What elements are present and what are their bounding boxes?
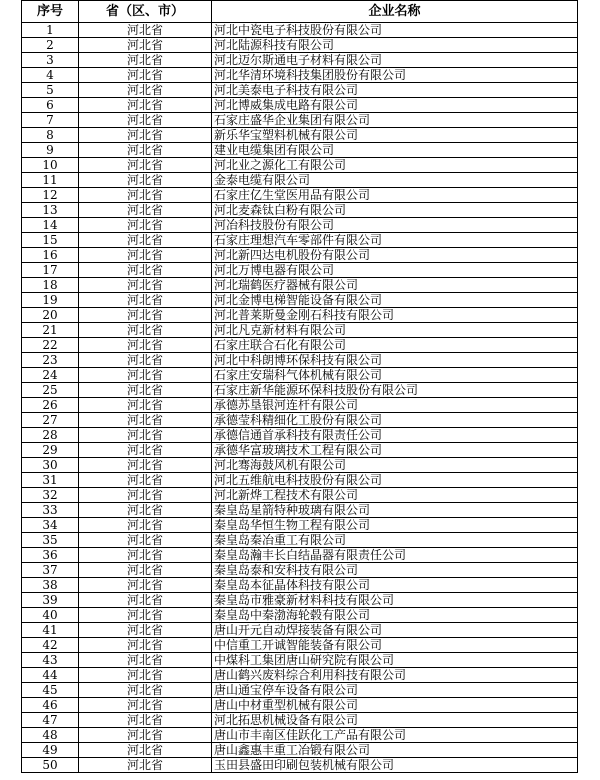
serial-cell: 35	[22, 533, 79, 548]
table-row	[22, 293, 578, 308]
document-sheet	[21, 0, 577, 773]
table-row	[22, 188, 578, 203]
table-row	[22, 698, 578, 713]
province-cell: 河北省	[79, 113, 212, 128]
serial-cell: 37	[22, 563, 79, 578]
company-name-cell: 河北麦森钛白粉有限公司	[212, 203, 578, 218]
serial-cell: 28	[22, 428, 79, 443]
province-cell: 河北省	[79, 218, 212, 233]
province-cell: 河北省	[79, 413, 212, 428]
table-row	[22, 713, 578, 728]
table-row	[22, 233, 578, 248]
serial-cell: 16	[22, 248, 79, 263]
serial-cell: 41	[22, 623, 79, 638]
province-cell: 河北省	[79, 338, 212, 353]
table-body	[22, 23, 578, 773]
table-row	[22, 743, 578, 758]
serial-cell: 4	[22, 68, 79, 83]
header-serial: 序号	[22, 1, 79, 23]
province-cell: 河北省	[79, 248, 212, 263]
province-cell: 河北省	[79, 83, 212, 98]
serial-cell: 40	[22, 608, 79, 623]
company-name-cell: 唐山鹤兴废料综合利用科技有限公司	[212, 668, 578, 683]
serial-cell: 34	[22, 518, 79, 533]
serial-cell: 3	[22, 53, 79, 68]
province-cell: 河北省	[79, 143, 212, 158]
serial-cell: 30	[22, 458, 79, 473]
header-row	[22, 1, 578, 23]
province-cell: 河北省	[79, 488, 212, 503]
company-name-cell: 河北迈尔斯通电子材料有限公司	[212, 53, 578, 68]
company-name-cell: 唐山市丰南区佳跃化工产品有限公司	[212, 728, 578, 743]
serial-cell: 44	[22, 668, 79, 683]
table-row	[22, 203, 578, 218]
company-name-cell: 唐山开元自动焊接装备有限公司	[212, 623, 578, 638]
table-row	[22, 113, 578, 128]
company-name-cell: 石家庄联合石化有限公司	[212, 338, 578, 353]
province-cell: 河北省	[79, 503, 212, 518]
table-row	[22, 668, 578, 683]
table-row	[22, 548, 578, 563]
province-cell: 河北省	[79, 683, 212, 698]
company-name-cell: 新乐华宝塑料机械有限公司	[212, 128, 578, 143]
serial-cell: 13	[22, 203, 79, 218]
serial-cell: 50	[22, 758, 79, 773]
table-row	[22, 218, 578, 233]
serial-cell: 5	[22, 83, 79, 98]
company-name-cell: 河北陆源科技有限公司	[212, 38, 578, 53]
province-cell: 河北省	[79, 563, 212, 578]
table-row	[22, 563, 578, 578]
company-name-cell: 中信重工开诚智能装备有限公司	[212, 638, 578, 653]
company-name-cell: 河北拓思机械设备有限公司	[212, 713, 578, 728]
company-name-cell: 河北中科朗博环保科技有限公司	[212, 353, 578, 368]
table-row	[22, 263, 578, 278]
company-name-cell: 河北美泰电子科技有限公司	[212, 83, 578, 98]
province-cell: 河北省	[79, 263, 212, 278]
table-row	[22, 308, 578, 323]
province-cell: 河北省	[79, 398, 212, 413]
table-row	[22, 53, 578, 68]
serial-cell: 25	[22, 383, 79, 398]
serial-cell: 39	[22, 593, 79, 608]
province-cell: 河北省	[79, 428, 212, 443]
table-row	[22, 758, 578, 773]
table-row	[22, 128, 578, 143]
province-cell: 河北省	[79, 158, 212, 173]
serial-cell: 38	[22, 578, 79, 593]
province-cell: 河北省	[79, 188, 212, 203]
company-name-cell: 河北中瓷电子科技股份有限公司	[212, 23, 578, 38]
table-row	[22, 368, 578, 383]
company-name-cell: 石家庄盛华企业集团有限公司	[212, 113, 578, 128]
table-row	[22, 473, 578, 488]
serial-cell: 43	[22, 653, 79, 668]
table-row	[22, 503, 578, 518]
table-row	[22, 593, 578, 608]
table-row	[22, 638, 578, 653]
company-name-cell: 河北业之源化工有限公司	[212, 158, 578, 173]
company-name-cell: 河北万博电器有限公司	[212, 263, 578, 278]
province-cell: 河北省	[79, 368, 212, 383]
province-cell: 河北省	[79, 698, 212, 713]
table-row	[22, 518, 578, 533]
company-name-cell: 唐山中材重型机械有限公司	[212, 698, 578, 713]
company-name-cell: 河北骞海鼓风机有限公司	[212, 458, 578, 473]
table-row	[22, 98, 578, 113]
company-name-cell: 秦皇岛中秦渤海轮毂有限公司	[212, 608, 578, 623]
province-cell: 河北省	[79, 278, 212, 293]
company-name-cell: 秦皇岛华恒生物工程有限公司	[212, 518, 578, 533]
serial-cell: 21	[22, 323, 79, 338]
province-cell: 河北省	[79, 443, 212, 458]
province-cell: 河北省	[79, 593, 212, 608]
serial-cell: 10	[22, 158, 79, 173]
company-name-cell: 秦皇岛瀚丰长白结晶器有限责任公司	[212, 548, 578, 563]
company-name-cell: 石家庄理想汽车零部件有限公司	[212, 233, 578, 248]
serial-cell: 26	[22, 398, 79, 413]
company-name-cell: 建业电缆集团有限公司	[212, 143, 578, 158]
table-row	[22, 533, 578, 548]
province-cell: 河北省	[79, 743, 212, 758]
province-cell: 河北省	[79, 23, 212, 38]
serial-cell: 29	[22, 443, 79, 458]
serial-cell: 23	[22, 353, 79, 368]
province-cell: 河北省	[79, 518, 212, 533]
serial-cell: 48	[22, 728, 79, 743]
company-name-cell: 河北新四达电机股份有限公司	[212, 248, 578, 263]
company-name-cell: 河北新烨工程技术有限公司	[212, 488, 578, 503]
company-name-cell: 石家庄新华能源环保科技股份有限公司	[212, 383, 578, 398]
serial-cell: 45	[22, 683, 79, 698]
province-cell: 河北省	[79, 713, 212, 728]
table-header	[22, 1, 578, 23]
serial-cell: 49	[22, 743, 79, 758]
province-cell: 河北省	[79, 623, 212, 638]
table-row	[22, 653, 578, 668]
table-row	[22, 428, 578, 443]
serial-cell: 14	[22, 218, 79, 233]
province-cell: 河北省	[79, 128, 212, 143]
company-name-cell: 河北金博电梯智能设备有限公司	[212, 293, 578, 308]
header-company-name: 企业名称	[212, 1, 578, 23]
province-cell: 河北省	[79, 323, 212, 338]
table-row	[22, 398, 578, 413]
table-row	[22, 353, 578, 368]
province-cell: 河北省	[79, 383, 212, 398]
province-cell: 河北省	[79, 608, 212, 623]
province-cell: 河北省	[79, 758, 212, 773]
serial-cell: 8	[22, 128, 79, 143]
table-row	[22, 413, 578, 428]
table-row	[22, 23, 578, 38]
serial-cell: 15	[22, 233, 79, 248]
serial-cell: 46	[22, 698, 79, 713]
company-name-cell: 河北瑞鹤医疗器械有限公司	[212, 278, 578, 293]
company-name-cell: 石家庄亿生堂医用品有限公司	[212, 188, 578, 203]
serial-cell: 6	[22, 98, 79, 113]
table-row	[22, 38, 578, 53]
company-name-cell: 河北凡克新材料有限公司	[212, 323, 578, 338]
serial-cell: 42	[22, 638, 79, 653]
serial-cell: 33	[22, 503, 79, 518]
serial-cell: 9	[22, 143, 79, 158]
province-cell: 河北省	[79, 578, 212, 593]
company-name-cell: 秦皇岛星箭特种玻璃有限公司	[212, 503, 578, 518]
company-name-cell: 承德苏垦银河连杆有限公司	[212, 398, 578, 413]
table-row	[22, 323, 578, 338]
enterprise-table	[21, 0, 578, 773]
serial-cell: 17	[22, 263, 79, 278]
company-name-cell: 唐山通宝停车设备有限公司	[212, 683, 578, 698]
serial-cell: 19	[22, 293, 79, 308]
province-cell: 河北省	[79, 38, 212, 53]
table-row	[22, 383, 578, 398]
company-name-cell: 承德莹科精细化工股份有限公司	[212, 413, 578, 428]
province-cell: 河北省	[79, 353, 212, 368]
province-cell: 河北省	[79, 548, 212, 563]
province-cell: 河北省	[79, 638, 212, 653]
company-name-cell: 秦皇岛市雅豪新材料科技有限公司	[212, 593, 578, 608]
company-name-cell: 承德华富玻璃技术工程有限公司	[212, 443, 578, 458]
table-row	[22, 278, 578, 293]
company-name-cell: 河北博威集成电路有限公司	[212, 98, 578, 113]
company-name-cell: 河北五维航电科技股份有限公司	[212, 473, 578, 488]
table-row	[22, 143, 578, 158]
table-row	[22, 83, 578, 98]
company-name-cell: 玉田县盛田印刷包装机械有限公司	[212, 758, 578, 773]
province-cell: 河北省	[79, 308, 212, 323]
serial-cell: 24	[22, 368, 79, 383]
table-row	[22, 623, 578, 638]
table-row	[22, 458, 578, 473]
serial-cell: 11	[22, 173, 79, 188]
company-name-cell: 河北华清环境科技集团股份有限公司	[212, 68, 578, 83]
province-cell: 河北省	[79, 203, 212, 218]
province-cell: 河北省	[79, 533, 212, 548]
table-row	[22, 443, 578, 458]
company-name-cell: 中煤科工集团唐山研究院有限公司	[212, 653, 578, 668]
company-name-cell: 承德信通首承科技有限责任公司	[212, 428, 578, 443]
serial-cell: 2	[22, 38, 79, 53]
company-name-cell: 石家庄安瑞科气体机械有限公司	[212, 368, 578, 383]
table-row	[22, 578, 578, 593]
serial-cell: 31	[22, 473, 79, 488]
company-name-cell: 秦皇岛本征晶体科技有限公司	[212, 578, 578, 593]
company-name-cell: 唐山鑫惠丰重工冶锻有限公司	[212, 743, 578, 758]
table-row	[22, 158, 578, 173]
province-cell: 河北省	[79, 293, 212, 308]
serial-cell: 47	[22, 713, 79, 728]
province-cell: 河北省	[79, 668, 212, 683]
province-cell: 河北省	[79, 98, 212, 113]
table-row	[22, 608, 578, 623]
province-cell: 河北省	[79, 458, 212, 473]
serial-cell: 18	[22, 278, 79, 293]
province-cell: 河北省	[79, 68, 212, 83]
table-row	[22, 683, 578, 698]
serial-cell: 32	[22, 488, 79, 503]
header-province: 省（区、市）	[79, 1, 212, 23]
table-row	[22, 248, 578, 263]
serial-cell: 36	[22, 548, 79, 563]
serial-cell: 27	[22, 413, 79, 428]
serial-cell: 22	[22, 338, 79, 353]
company-name-cell: 河冶科技股份有限公司	[212, 218, 578, 233]
table-row	[22, 68, 578, 83]
table-row	[22, 728, 578, 743]
province-cell: 河北省	[79, 173, 212, 188]
serial-cell: 1	[22, 23, 79, 38]
company-name-cell: 金泰电缆有限公司	[212, 173, 578, 188]
table-row	[22, 488, 578, 503]
serial-cell: 12	[22, 188, 79, 203]
province-cell: 河北省	[79, 473, 212, 488]
table-row	[22, 338, 578, 353]
table-row	[22, 173, 578, 188]
province-cell: 河北省	[79, 233, 212, 248]
company-name-cell: 秦皇岛秦冶重工有限公司	[212, 533, 578, 548]
province-cell: 河北省	[79, 653, 212, 668]
company-name-cell: 秦皇岛泰和安科技有限公司	[212, 563, 578, 578]
company-name-cell: 河北普莱斯曼金刚石科技有限公司	[212, 308, 578, 323]
province-cell: 河北省	[79, 53, 212, 68]
serial-cell: 7	[22, 113, 79, 128]
serial-cell: 20	[22, 308, 79, 323]
province-cell: 河北省	[79, 728, 212, 743]
